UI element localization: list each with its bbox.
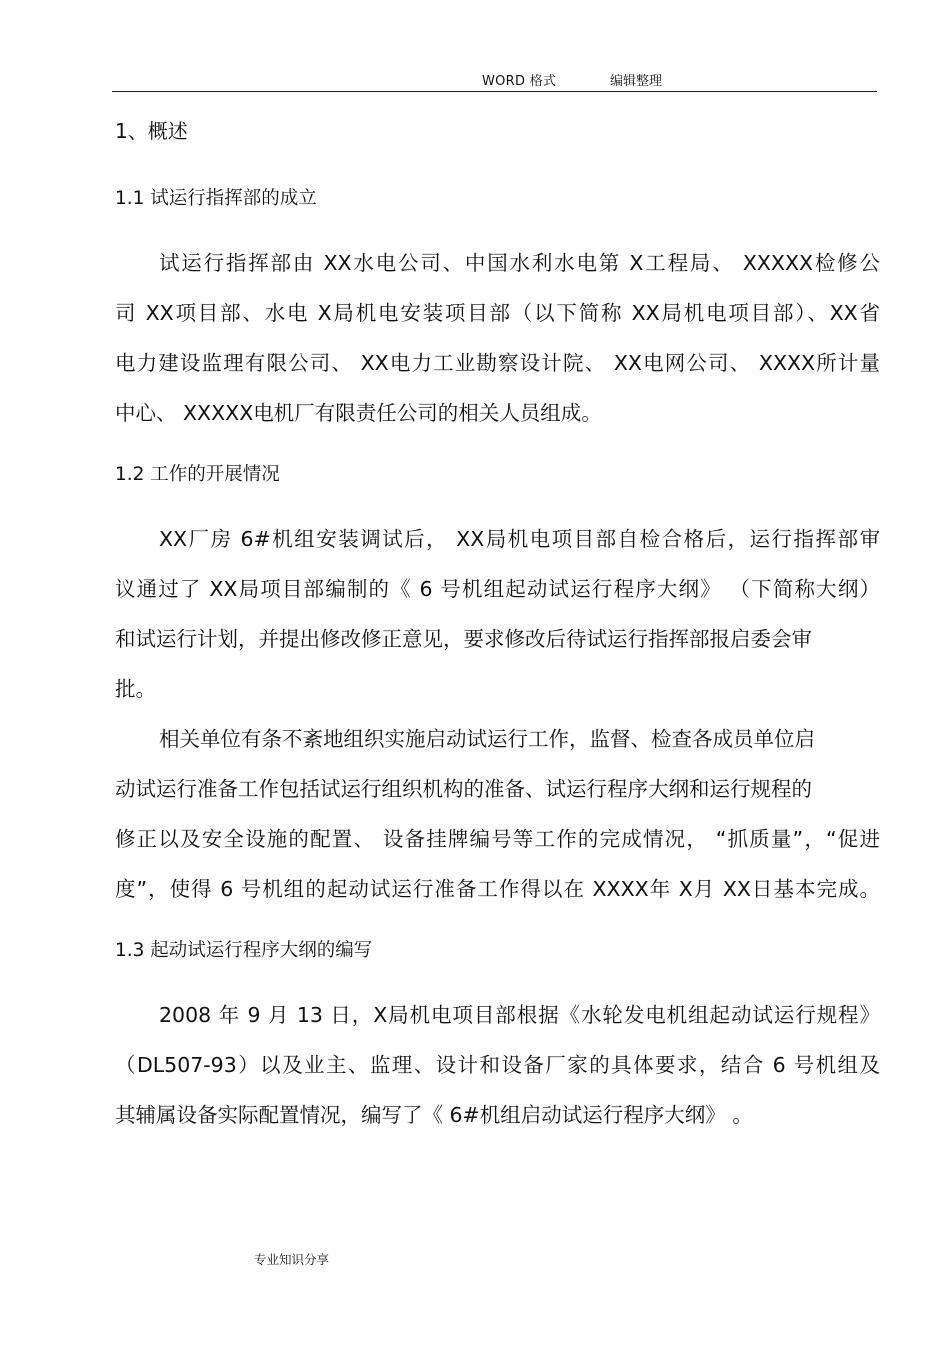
header-edit-label: 编辑整理 xyxy=(610,74,663,89)
page-header xyxy=(0,66,950,92)
section-1-heading: 1、概述 xyxy=(115,119,188,143)
section-1-3-paragraph xyxy=(115,990,880,1140)
header-divider xyxy=(112,91,877,92)
paragraph-line: 其辅属设备实际配置情况，编写了《 6#机组启动试运行程序大纲》 。 xyxy=(115,1103,753,1127)
section-1-3-heading: 1.3 起动试运行程序大纲的编写 xyxy=(115,940,373,961)
document-body xyxy=(115,114,880,1140)
paragraph-line: 议通过了 XX局项目部编制的《 6 号机组起动试运行程序大纲》 （下简称大纲） xyxy=(115,577,880,601)
paragraph-line: 电力建设监理有限公司、 XX电力工业勘察设计院、 XX电网公司、 XXXX所计量 xyxy=(115,351,880,375)
paragraph-line: 批。 xyxy=(115,677,156,701)
paragraph-line: 相关单位有条不紊地组织实施启动试运行工作，监督、检查各成员单位启 xyxy=(159,727,815,751)
paragraph-line: XX厂房 6#机组安装调试后， XX局机电项目部自检合格后，运行指挥部审 xyxy=(159,527,880,551)
section-1-2-paragraph-2 xyxy=(115,714,880,914)
section-1-2-heading: 1.2 工作的开展情况 xyxy=(115,464,280,485)
paragraph-line: （DL507-93）以及业主、监理、设计和设备厂家的具体要求，结合 6 号机组及 xyxy=(115,1053,880,1077)
header-format-label: WORD 格式 xyxy=(482,74,557,89)
paragraph-line: 司 XX项目部、水电 X局机电安装项目部（以下简称 XX局机电项目部）、XX省 xyxy=(115,301,880,325)
paragraph-line: 和试运行计划，并提出修改修正意见，要求修改后待试运行指挥部报启委会审 xyxy=(115,627,812,651)
paragraph-line: 修正以及安全设施的配置、 设备挂牌编号等工作的完成情况， “抓质量”，“促进 xyxy=(115,827,880,851)
paragraph-line: 度”，使得 6 号机组的起动试运行准备工作得以在 XXXX年 X月 XX日基本完成。 xyxy=(115,877,880,901)
section-1-1-paragraph xyxy=(115,238,880,438)
paragraph-line: 动试运行准备工作包括试运行组织机构的准备、试运行程序大纲和运行规程的 xyxy=(115,777,812,801)
section-1-2-paragraph-1 xyxy=(115,514,880,714)
paragraph-line: 2008 年 9 月 13 日，X局机电项目部根据《水轮发电机组起动试运行规程》 xyxy=(159,1003,880,1027)
paragraph-line: 试运行指挥部由 XX水电公司、中国水利水电第 X工程局、 XXXXX检修公 xyxy=(159,251,880,275)
page-footer: 专业知识分享 xyxy=(254,1252,330,1267)
section-1-1-heading: 1.1 试运行指挥部的成立 xyxy=(115,188,317,209)
paragraph-line: 中心、 XXXXX电机厂有限责任公司的相关人员组成。 xyxy=(115,401,602,425)
